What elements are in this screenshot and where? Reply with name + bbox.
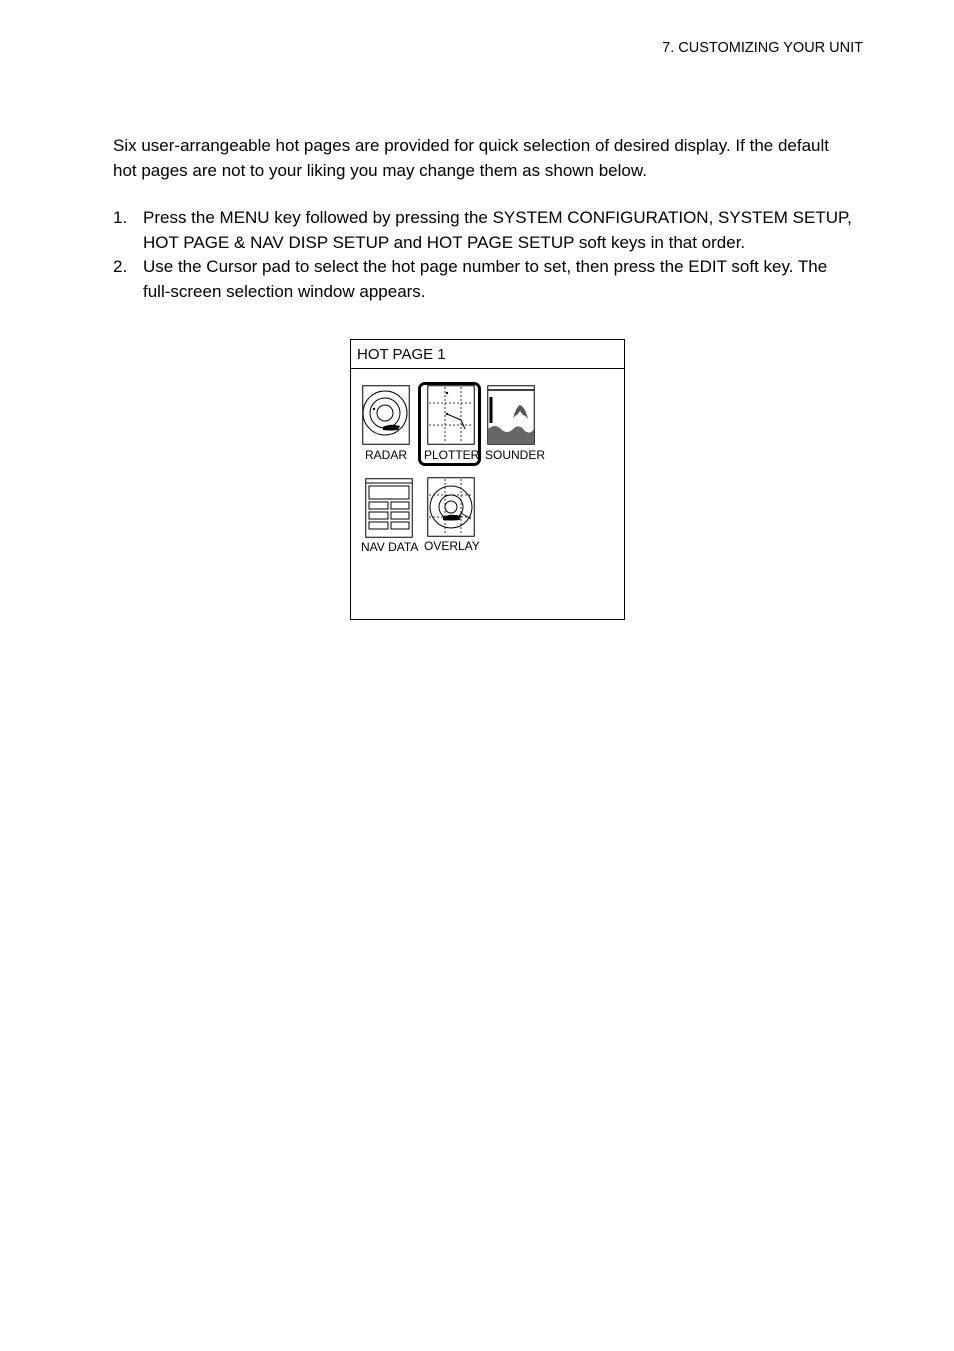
- plotter-label: PLOTTER: [424, 448, 480, 462]
- sounder-label: SOUNDER: [485, 448, 546, 462]
- step-number: 2.: [113, 257, 128, 276]
- step-text: Press the MENU key followed by pressing the SYSTEM CONFIGURATION, SYSTEM SETUP, HOT PAGE & NAV DISP SETUP and HOT PAGE SETUP soft keys in that order.: [143, 208, 852, 252]
- overlay-icon: [427, 477, 475, 537]
- radar-item[interactable]: [362, 385, 410, 450]
- page-header: 7. CUSTOMIZING YOUR UNIT: [662, 40, 863, 56]
- step-item: [113, 255, 858, 304]
- overlay-label: OVERLAY: [424, 539, 480, 553]
- plotter-item[interactable]: [427, 385, 475, 450]
- nav-data-item[interactable]: [365, 478, 413, 543]
- sounder-icon: [487, 385, 535, 445]
- nav-data-icon: [365, 478, 413, 538]
- hot-page-selection-window: [350, 339, 625, 620]
- overlay-item[interactable]: [427, 477, 475, 542]
- radar-icon: [362, 385, 410, 445]
- radar-label: RADAR: [365, 448, 408, 462]
- plotter-icon: [427, 385, 475, 445]
- nav-data-label: NAV DATA: [361, 540, 419, 554]
- step-list: [113, 206, 858, 304]
- intro-paragraph: Six user-arrangeable hot pages are provided for quick selection of desired display. If the default hot pages are not to your liking you may change them as shown below.: [113, 136, 829, 180]
- step-text: Use the Cursor pad to select the hot page number to set, then press the EDIT soft key. The full-screen selection window appears.: [143, 257, 828, 301]
- window-title: HOT PAGE 1: [351, 340, 624, 369]
- step-number: 1.: [113, 208, 128, 227]
- step-item: [113, 206, 858, 255]
- sounder-item[interactable]: [487, 385, 535, 450]
